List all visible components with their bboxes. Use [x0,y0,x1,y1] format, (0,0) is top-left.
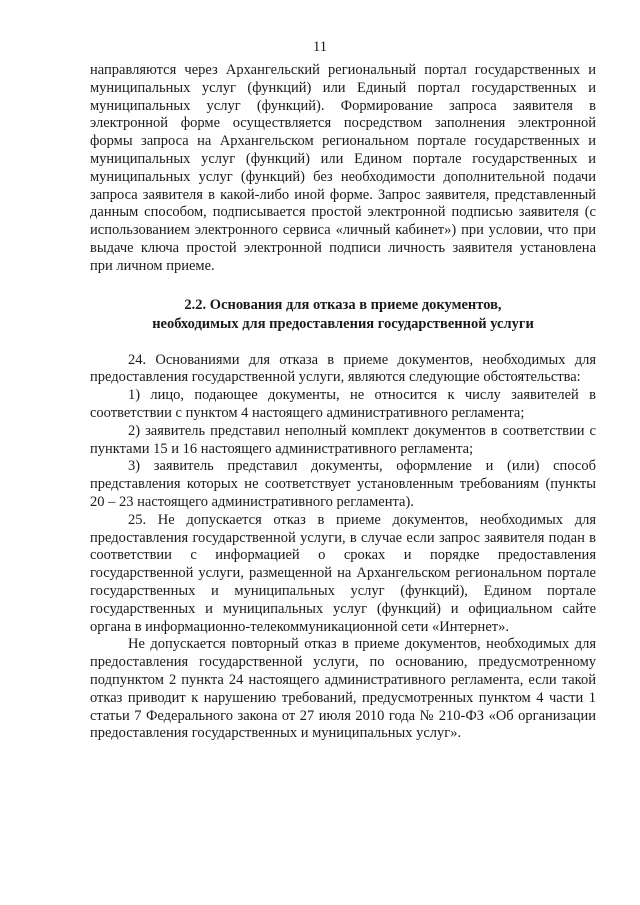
paragraph-25-repeat-refusal: Не допускается повторный отказ в приеме документов, необходимых для предоставления государственной услуги, по основанию, предусмотренному подпунктом 2 пункта 24 настоящего административного регламента, если такой отказ приводит к нарушению требований, предусмотренных пунктом 4 части 1 статьи 7 Федерального закона от 27 июля 2010 года № 210-ФЗ «Об организации предоставления государственных и муниципальных услуг». [90,636,596,742]
paragraph-24-item-2: 2) заявитель представил неполный комплект документов в соответствии с пунктами 15 и 16 настоящего административного регламента; [90,422,596,457]
paragraph-submission-portal: направляются через Архангельский региональный портал государственных и муниципальных услуг (функций) или Единый портал государственных и муниципальных услуг (функций). Формирование запроса заявителя в электронной форме осуществляется посредством заполнения электронной формы запроса на Архангельском региональном портале государственных и муниципальных услуг (функций) или Едином портале государственных и муниципальных услуг (функций) без необходимости дополнительной подачи запроса заявителя в какой-либо иной форме. Запрос заявителя, представленный данным способом, подписывается простой электронной подписью заявителя (с использованием электронного сервиса «личный кабинет») при условии, что при выдаче ключа простой электронной подписи личность заявителя установлена при личном приеме. [90,62,596,274]
paragraph-25: 25. Не допускается отказ в приеме документов, необходимых для предоставления государственной услуги, в случае если запрос заявителя подан в соответствии с информацией о сроках и порядке предоставления государственной услуги, размещенной на Архангельском региональном портале государственных и муниципальных услуг (функций), Едином портале государственных и муниципальных услуг (функций) и официальном сайте органа в информационно-телекоммуникационной сети «Интернет». [90,511,596,635]
paragraph-24-item-1: 1) лицо, подающее документы, не относится к числу заявителей в соответствии с пунктом 4 настоящего административного регламента; [90,387,596,421]
section-heading-line-2: необходимых для предоставления государственной услуги [152,315,534,332]
document-body [90,62,596,743]
paragraph-24-item-3: 3) заявитель представил документы, оформление и (или) способ представления которых не соответствует установленным требованиям (пункты 20 – 23 настоящего административного регламента). [90,458,596,510]
section-heading [90,296,596,334]
section-heading-line-1: 2.2. Основания для отказа в приеме документов, [184,296,502,313]
paragraph-24: 24. Основаниями для отказа в приеме документов, необходимых для предоставления государственной услуги, являются следующие обстоятельства: [90,351,596,386]
page-number: 11 [313,39,327,55]
